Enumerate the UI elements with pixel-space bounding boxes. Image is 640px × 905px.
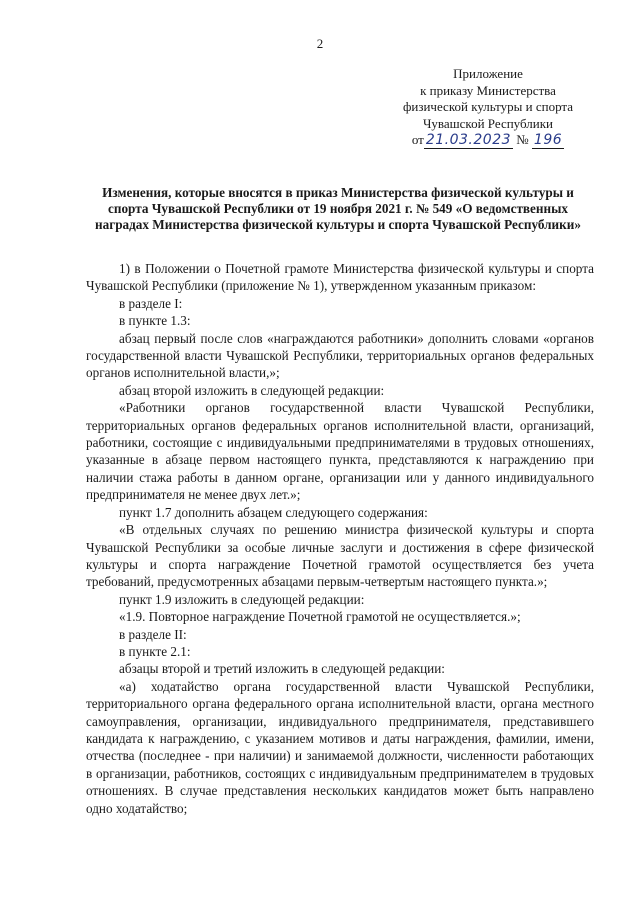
paragraph: «Работники органов государственной власти Чувашской Республики, территориальных органов федеральных органов исполнительной власти, организаций, работники, состоящие с индивидуальными предпринимателями в трудовых отношениях, указанные в абзаце первом настоящего пункта, представляются к награждению при наличии стажа работы в данном органе, организации или у данного индивидуального предпринимателя не менее двух лет.»; (86, 400, 594, 503)
paragraph: «В отдельных случаях по решению министра физической культуры и спорта Чувашской Республики за особые личные заслуги и достижения в сфере физической культуры и спорта награждение Почетной грамотой осуществляется без учета требований, предусмотренных абзацами первым-четвертым настоящего пункта.»; (86, 522, 594, 590)
paragraph: 1) в Положении о Почетной грамоте Министерства физической культуры и спорта Чувашской Республики (приложение № 1), утвержденном указанным приказом: (86, 261, 594, 294)
date-prefix: от (411, 132, 424, 147)
appendix-line-1: Приложение (453, 66, 523, 81)
appendix-date-line (383, 132, 593, 149)
handwritten-number: 196 (533, 132, 563, 148)
number-prefix: № (516, 132, 529, 147)
document-title: Изменения, которые вносятся в приказ Министерства физической культуры и спорта Чувашской Республики от 19 ноября 2021 г. № 549 «О ведомственных наградах Министерства физической культуры и спорта Чувашской Республики» (95, 185, 581, 232)
paragraph: абзац первый после слов «награждаются работники» дополнить словами «органов государственной власти Чувашской Республики, территориальных органов федеральных органов исполнительной власти,»; (86, 330, 594, 381)
paragraph: пункт 1.9 изложить в следующей редакции: (119, 591, 365, 607)
document-body (86, 260, 594, 817)
paragraph: в разделе I: (119, 295, 183, 311)
paragraph: «а) ходатайство органа государственной власти Чувашской Республики, территориального органа федерального органа исполнительной власти, органа местного самоуправления, организации, индивидуального предпринимателя, представившего кандидата к награждению, с указанием мотивов и даты награждения, фамилии, имени, отчества (последнее - при наличии) и занимаемой должности, численности работающих в организации, работников, состоящих с индивидуальным предпринимателем в трудовых отношениях. В случае представления нескольких кандидатов может быть направлено одно ходатайство; (86, 678, 594, 816)
appendix-line-2: к приказу Министерства (420, 82, 556, 98)
paragraph: в пункте 2.1: (119, 643, 191, 659)
appendix-block (383, 66, 593, 149)
appendix-line-4: Чувашской Республики (422, 115, 554, 131)
handwritten-date: 21.03.2023 (425, 132, 512, 148)
page-number: 2 (316, 36, 324, 51)
paragraph: в разделе II: (119, 626, 187, 642)
paragraph: «1.9. Повторное награждение Почетной грамотой не осуществляется.»; (119, 609, 521, 625)
paragraph: абзацы второй и третий изложить в следующей редакции: (119, 661, 445, 677)
paragraph: в пункте 1.3: (119, 313, 191, 329)
paragraph: абзац второй изложить в следующей редакции: (119, 382, 385, 398)
paragraph: пункт 1.7 дополнить абзацем следующего содержания: (119, 504, 428, 520)
appendix-line-3: физической культуры и спорта (402, 99, 574, 114)
